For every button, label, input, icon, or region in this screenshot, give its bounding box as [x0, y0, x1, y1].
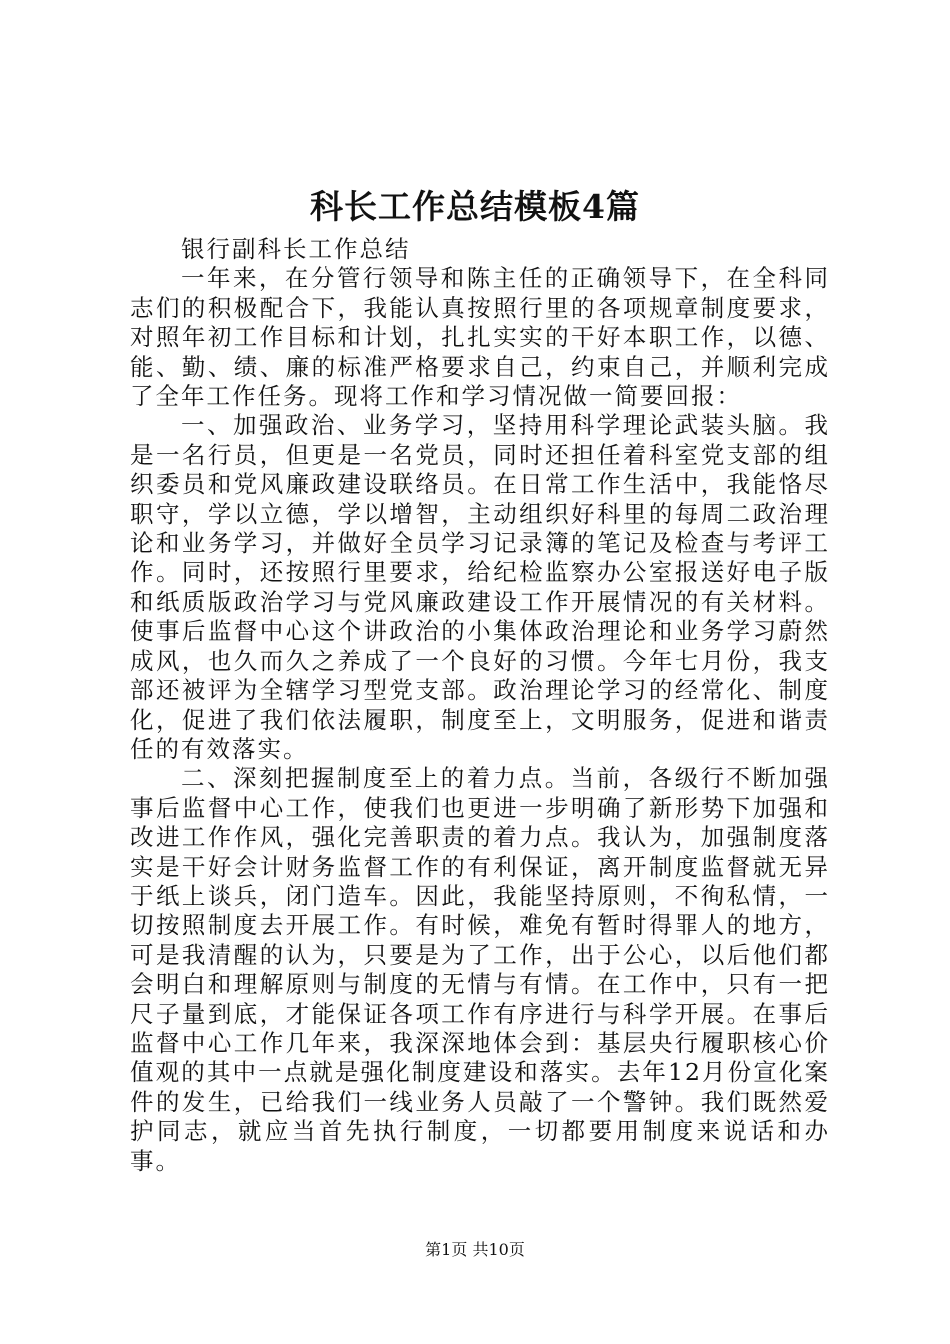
- paragraph-intro: 一年来，在分管行领导和陈主任的正确领导下，在全科同志们的积极配合下，我能认真按照行里的各项规章制度要求，对照年初工作目标和计划，扎扎实实的干好本职工作，以德、能、勤、绩、廉的标准严格要求自己，约束自己，并顺利完成了全年工作任务。现将工作和学习情况做一简要回报：: [130, 264, 830, 411]
- document-title: 科长工作总结模板4篇: [310, 187, 640, 226]
- page-number: 第1页: [425, 1240, 468, 1259]
- paragraph-section-one: 一、加强政治、业务学习，坚持用科学理论武装头脑。我是一名行员，但更是一名党员，同时还担任着科室党支部的组织委员和党风廉政建设联络员。在日常工作生活中，我能恪尽职守，学以立德，学以增智，主动组织好科里的每周二政治理论和业务学习，并做好全员学习记录簿的笔记及检查与考评工作。同时，还按照行里要求，给纪检监察办公室报送好电子版和纸质版政治学习与党风廉政建设工作开展情况的有关材料。使事后监督中心这个讲政治的小集体政治理论和业务学习蔚然成风，也久而久之养成了一个良好的习惯。今年七月份，我支部还被评为全辖学习型党支部。政治理论学习的经常化、制度化，促进了我们依法履职，制度至上，文明服务，促进和谐责任的有效落实。: [130, 411, 830, 763]
- document-subtitle: 银行副科长工作总结: [181, 235, 411, 263]
- page-footer: [0, 1240, 950, 1260]
- document-body: [130, 235, 830, 1176]
- page-total: 共10页: [472, 1240, 525, 1259]
- paragraph-section-two: 二、深刻把握制度至上的着力点。当前，各级行不断加强事后监督中心工作，使我们也更进一步明确了新形势下加强和改进工作作风，强化完善职责的着力点。我认为，加强制度落实是干好会计财务监督工作的有利保证，离开制度监督就无异于纸上谈兵，闭门造车。因此，我能坚持原则，不徇私情，一切按照制度去开展工作。有时候，难免有暂时得罪人的地方，可是我清醒的认为，只要是为了工作，出于公心，以后他们都会明白和理解原则与制度的无情与有情。在工作中，只有一把尺子量到底，才能保证各项工作有序进行与科学开展。在事后监督中心工作几年来，我深深地体会到：基层央行履职核心价值观的其中一点就是强化制度建设和落实。去年12月份宣化案件的发生，已给我们一线业务人员敲了一个警钟。我们既然爱护同志，就应当首先执行制度，一切都要用制度来说话和办事。: [130, 764, 830, 1175]
